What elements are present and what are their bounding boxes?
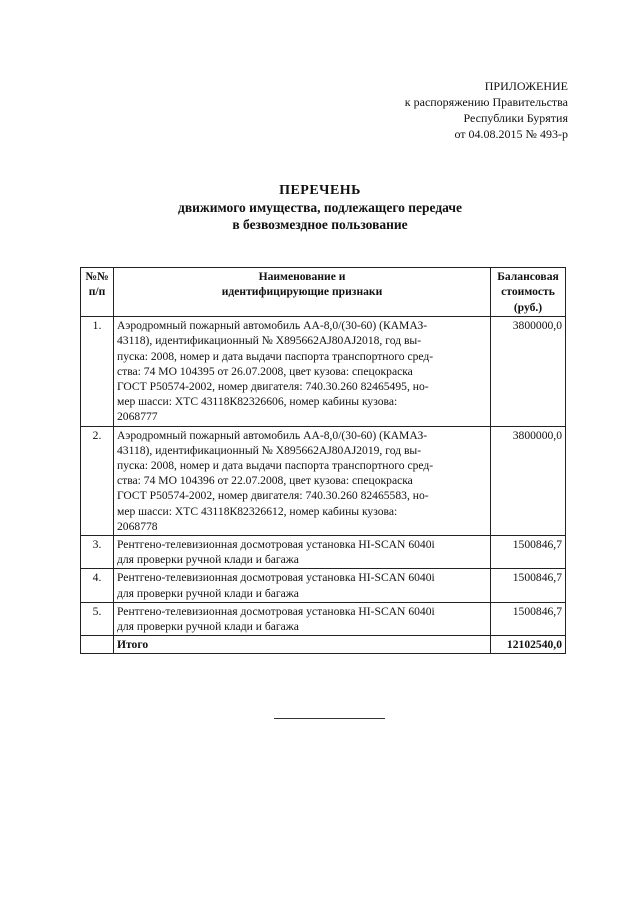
title-subheading: в безвозмездное пользование — [232, 217, 408, 232]
total-value: 12102540,0 — [491, 636, 566, 654]
header-name-line: идентифицирующие признаки — [221, 285, 383, 299]
appendix-ref-line: Республики Бурятия — [463, 111, 568, 125]
header-cost-line: (руб.) — [513, 300, 543, 314]
appendix-title: ПРИЛОЖЕНИЕ — [484, 79, 568, 93]
property-table — [80, 267, 566, 654]
table-total-row — [81, 636, 566, 654]
header-name-line: Наименование и — [258, 270, 346, 283]
description-line: для проверки ручной клади и багажа — [117, 586, 299, 600]
row-number: 2. — [81, 426, 114, 535]
header-cost-line: стоимость — [501, 285, 555, 299]
appendix-header — [268, 78, 568, 142]
appendix-ref-line: к распоряжению Правительства — [404, 95, 568, 109]
header-name — [114, 268, 491, 317]
title-heading: ПЕРЕЧЕНЬ — [279, 183, 361, 198]
description-line: для проверки ручной клади и багажа — [117, 553, 299, 567]
description-line: ГОСТ Р50574-2002, номер двигателя: 740.30.260 82465583, но- — [117, 489, 429, 503]
description-line: для проверки ручной клади и багажа — [117, 620, 299, 634]
table-row — [81, 536, 566, 569]
description-line: ства: 74 МО 104395 от 26.07.2008, цвет кузова: спецокраска — [117, 364, 413, 378]
total-empty-cell — [81, 636, 114, 654]
row-cost: 3800000,0 — [491, 317, 566, 426]
row-number: 5. — [81, 602, 114, 635]
header-cost — [491, 268, 566, 317]
appendix-date-number: от 04.08.2015 № 493-р — [454, 127, 568, 141]
description-line: мер шасси: ХТС 43118К82326606, номер кабины кузова: — [117, 395, 398, 409]
description-line: 43118), идентификационный № X895662AJ80AJ2018, год вы- — [117, 334, 422, 348]
table-row — [81, 317, 566, 426]
table-header-row — [81, 268, 566, 317]
row-number: 1. — [81, 317, 114, 426]
closing-divider-line — [274, 718, 385, 719]
description-line: Аэродромный пожарный автомобиль АА-8,0/(30-60) (КАМАЗ- — [117, 428, 428, 442]
description-line: Рентгено-телевизионная досмотровая установка HI-SCAN 6040i — [117, 604, 435, 618]
title-subheading: движимого имущества, подлежащего передаче — [178, 200, 462, 215]
row-number: 3. — [81, 536, 114, 569]
row-description — [114, 602, 491, 635]
row-number: 4. — [81, 569, 114, 602]
description-line: 2068777 — [117, 410, 158, 424]
total-label: Итого — [114, 636, 491, 654]
description-line: пуска: 2008, номер и дата выдачи паспорта транспортного сред- — [117, 459, 434, 473]
description-line: мер шасси: ХТС 43118К82326612, номер кабины кузова: — [117, 504, 398, 518]
table-row — [81, 426, 566, 535]
row-cost: 3800000,0 — [491, 426, 566, 535]
header-number-line: №№ — [85, 270, 109, 283]
document-title — [0, 182, 640, 233]
header-cost-line: Балансовая — [497, 270, 559, 283]
row-cost: 1500846,7 — [491, 536, 566, 569]
description-line: пуска: 2008, номер и дата выдачи паспорта транспортного сред- — [117, 349, 434, 363]
description-line: 43118), идентификационный № X895662AJ80AJ2019, год вы- — [117, 443, 422, 457]
row-description — [114, 569, 491, 602]
description-line: Рентгено-телевизионная досмотровая установка HI-SCAN 6040i — [117, 571, 435, 585]
header-number-line: п/п — [88, 285, 106, 299]
row-cost: 1500846,7 — [491, 569, 566, 602]
row-description — [114, 426, 491, 535]
row-description — [114, 317, 491, 426]
description-line: Аэродромный пожарный автомобиль АА-8,0/(30-60) (КАМАЗ- — [117, 319, 428, 333]
description-line: Рентгено-телевизионная досмотровая установка HI-SCAN 6040i — [117, 538, 435, 552]
description-line: ства: 74 МО 104396 от 22.07.2008, цвет кузова: спецокраска — [117, 474, 413, 488]
description-line: 2068778 — [117, 519, 158, 533]
row-description — [114, 536, 491, 569]
table-row — [81, 569, 566, 602]
row-cost: 1500846,7 — [491, 602, 566, 635]
description-line: ГОСТ Р50574-2002, номер двигателя: 740.30.260 82465495, но- — [117, 380, 429, 394]
header-number — [81, 268, 114, 317]
table-row — [81, 602, 566, 635]
